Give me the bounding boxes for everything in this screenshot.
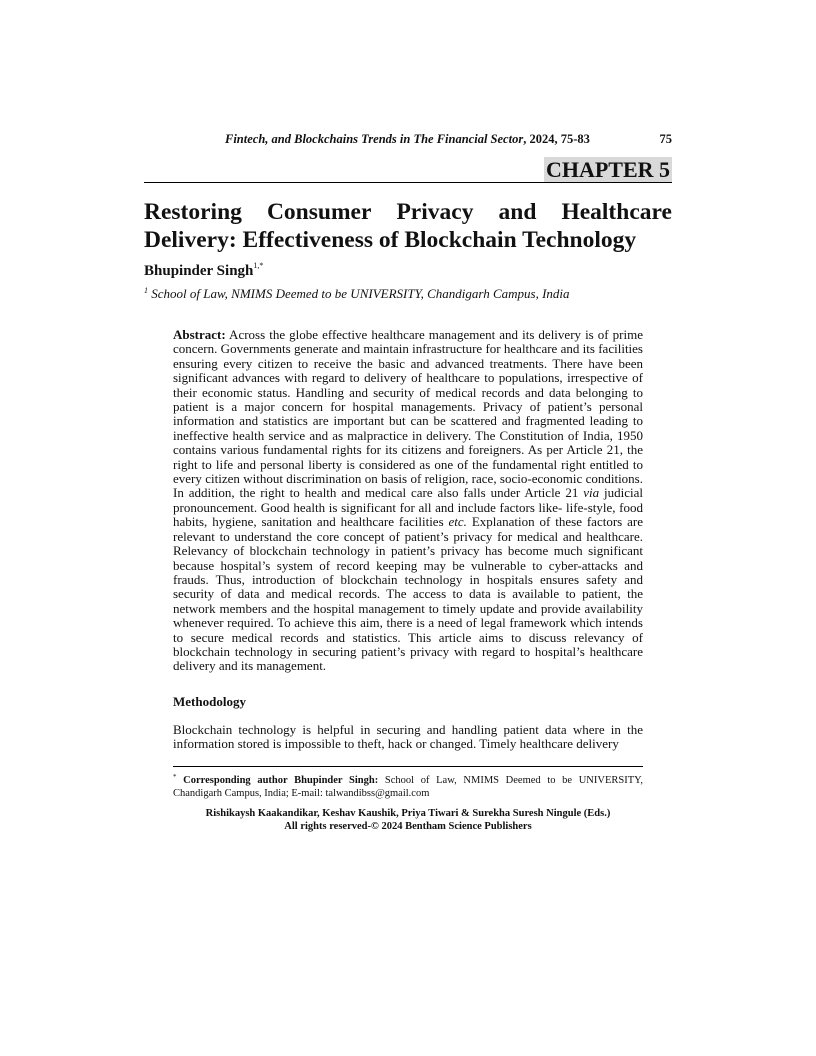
methodology-heading: Methodology	[173, 694, 246, 709]
title-word: Privacy	[396, 199, 474, 225]
header-divider	[144, 182, 672, 183]
journal-reference	[225, 132, 590, 147]
affiliation	[144, 286, 570, 302]
chapter-label: CHAPTER 5	[545, 157, 670, 182]
abstract-text: judicial pronouncement. Good health is significant for all and include factors like- life-style, food habits, hygiene, sanitation and healthcare facilities	[173, 485, 643, 530]
title-word: Restoring	[144, 199, 242, 225]
footnote-mark: *	[173, 773, 177, 781]
rights-line: All rights reserved-© 2024 Bentham Science Publishers	[284, 820, 532, 832]
abstract-text: Explanation of these factors are relevant to understand the core concept of patient’s privacy for medical and healthcare. Relevancy of blockchain technology in patient’s privacy has become much significant because hospital’s system of record keeping may be vulnerable to cyber-attacks and frauds. Thus, introduction of blockchain technology in hospitals ensures safety and security of data and medical records. The access to data is available to patient, the network members and the hospital management to timely update and provide availability whenever required. To achieve this aim, there is a need of legal framework which intends to secure medical records and statistics. This article aims to discuss relevancy of blockchain technology in securing patient’s privacy with regard to hospital’s healthcare delivery and its management.	[173, 514, 643, 674]
title-line-1	[144, 198, 672, 226]
publisher-info	[173, 808, 643, 833]
footnote-label: Corresponding author Bhupinder Singh:	[183, 775, 379, 786]
title-word: and	[498, 199, 537, 225]
author-name: Bhupinder Singh	[144, 263, 254, 279]
title-word: Healthcare	[561, 199, 672, 225]
abstract	[173, 328, 643, 674]
title-word: Consumer	[266, 199, 372, 225]
affiliation-mark: 1	[144, 286, 148, 295]
abstract-label: Abstract:	[173, 327, 226, 342]
journal-details: , 2024, 75-83	[523, 132, 590, 146]
footnote	[173, 771, 643, 800]
abstract-italic: etc.	[448, 514, 467, 530]
footnote-divider	[173, 766, 643, 767]
abstract-italic: via	[583, 485, 600, 501]
page-number: 75	[659, 132, 672, 146]
author-marks: 1,*	[253, 261, 264, 270]
journal-title: Fintech, and Blockchains Trends in The Financial Sector	[225, 132, 524, 146]
title-line-2: Delivery: Effectiveness of Blockchain Technology	[144, 227, 637, 253]
footnote-text: School of Law, NMIMS Deemed to be UNIVERSITY, Chandigarh Campus, India; E-mail: talwandibss@gmail.com	[173, 775, 643, 799]
abstract-text: Across the globe effective healthcare management and its delivery is of prime concern. Governments generate and maintain infrastructure for healthcare and its facilities ensuring every citizen to receive the basic and advanced treatments. There have been significant advances with regard to delivery of healthcare to populations, irrespective of their economic status. Handling and security of medical records and data belonging to patient is a major concern for hospital managements. Privacy of patient’s personal information and statistics are important but can be scattered and fragmented leading to ineffective health service and as malpractice in delivery. The Constitution of India, 1950 contains various fundamental rights for its citizens and foreigners. As per Article 21, the right to life and personal liberty is considered as one of the fundamental right entitled to every citizen without discrimination on basis of religion, race, socio-economic conditions. In addition, the right to health and medical care also falls under Article 21	[173, 327, 643, 501]
author	[144, 261, 263, 280]
editors-line: Rishikaysh Kaakandikar, Keshav Kaushik, Priya Tiwari & Surekha Suresh Ningule (Eds.)	[205, 808, 611, 819]
chapter-title	[144, 198, 672, 254]
affiliation-text: School of Law, NMIMS Deemed to be UNIVERSITY, Chandigarh Campus, India	[151, 286, 570, 301]
methodology-text: Blockchain technology is helpful in securing and handling patient data where in the information stored is impossible to theft, hack or changed. Timely healthcare delivery	[173, 722, 643, 752]
